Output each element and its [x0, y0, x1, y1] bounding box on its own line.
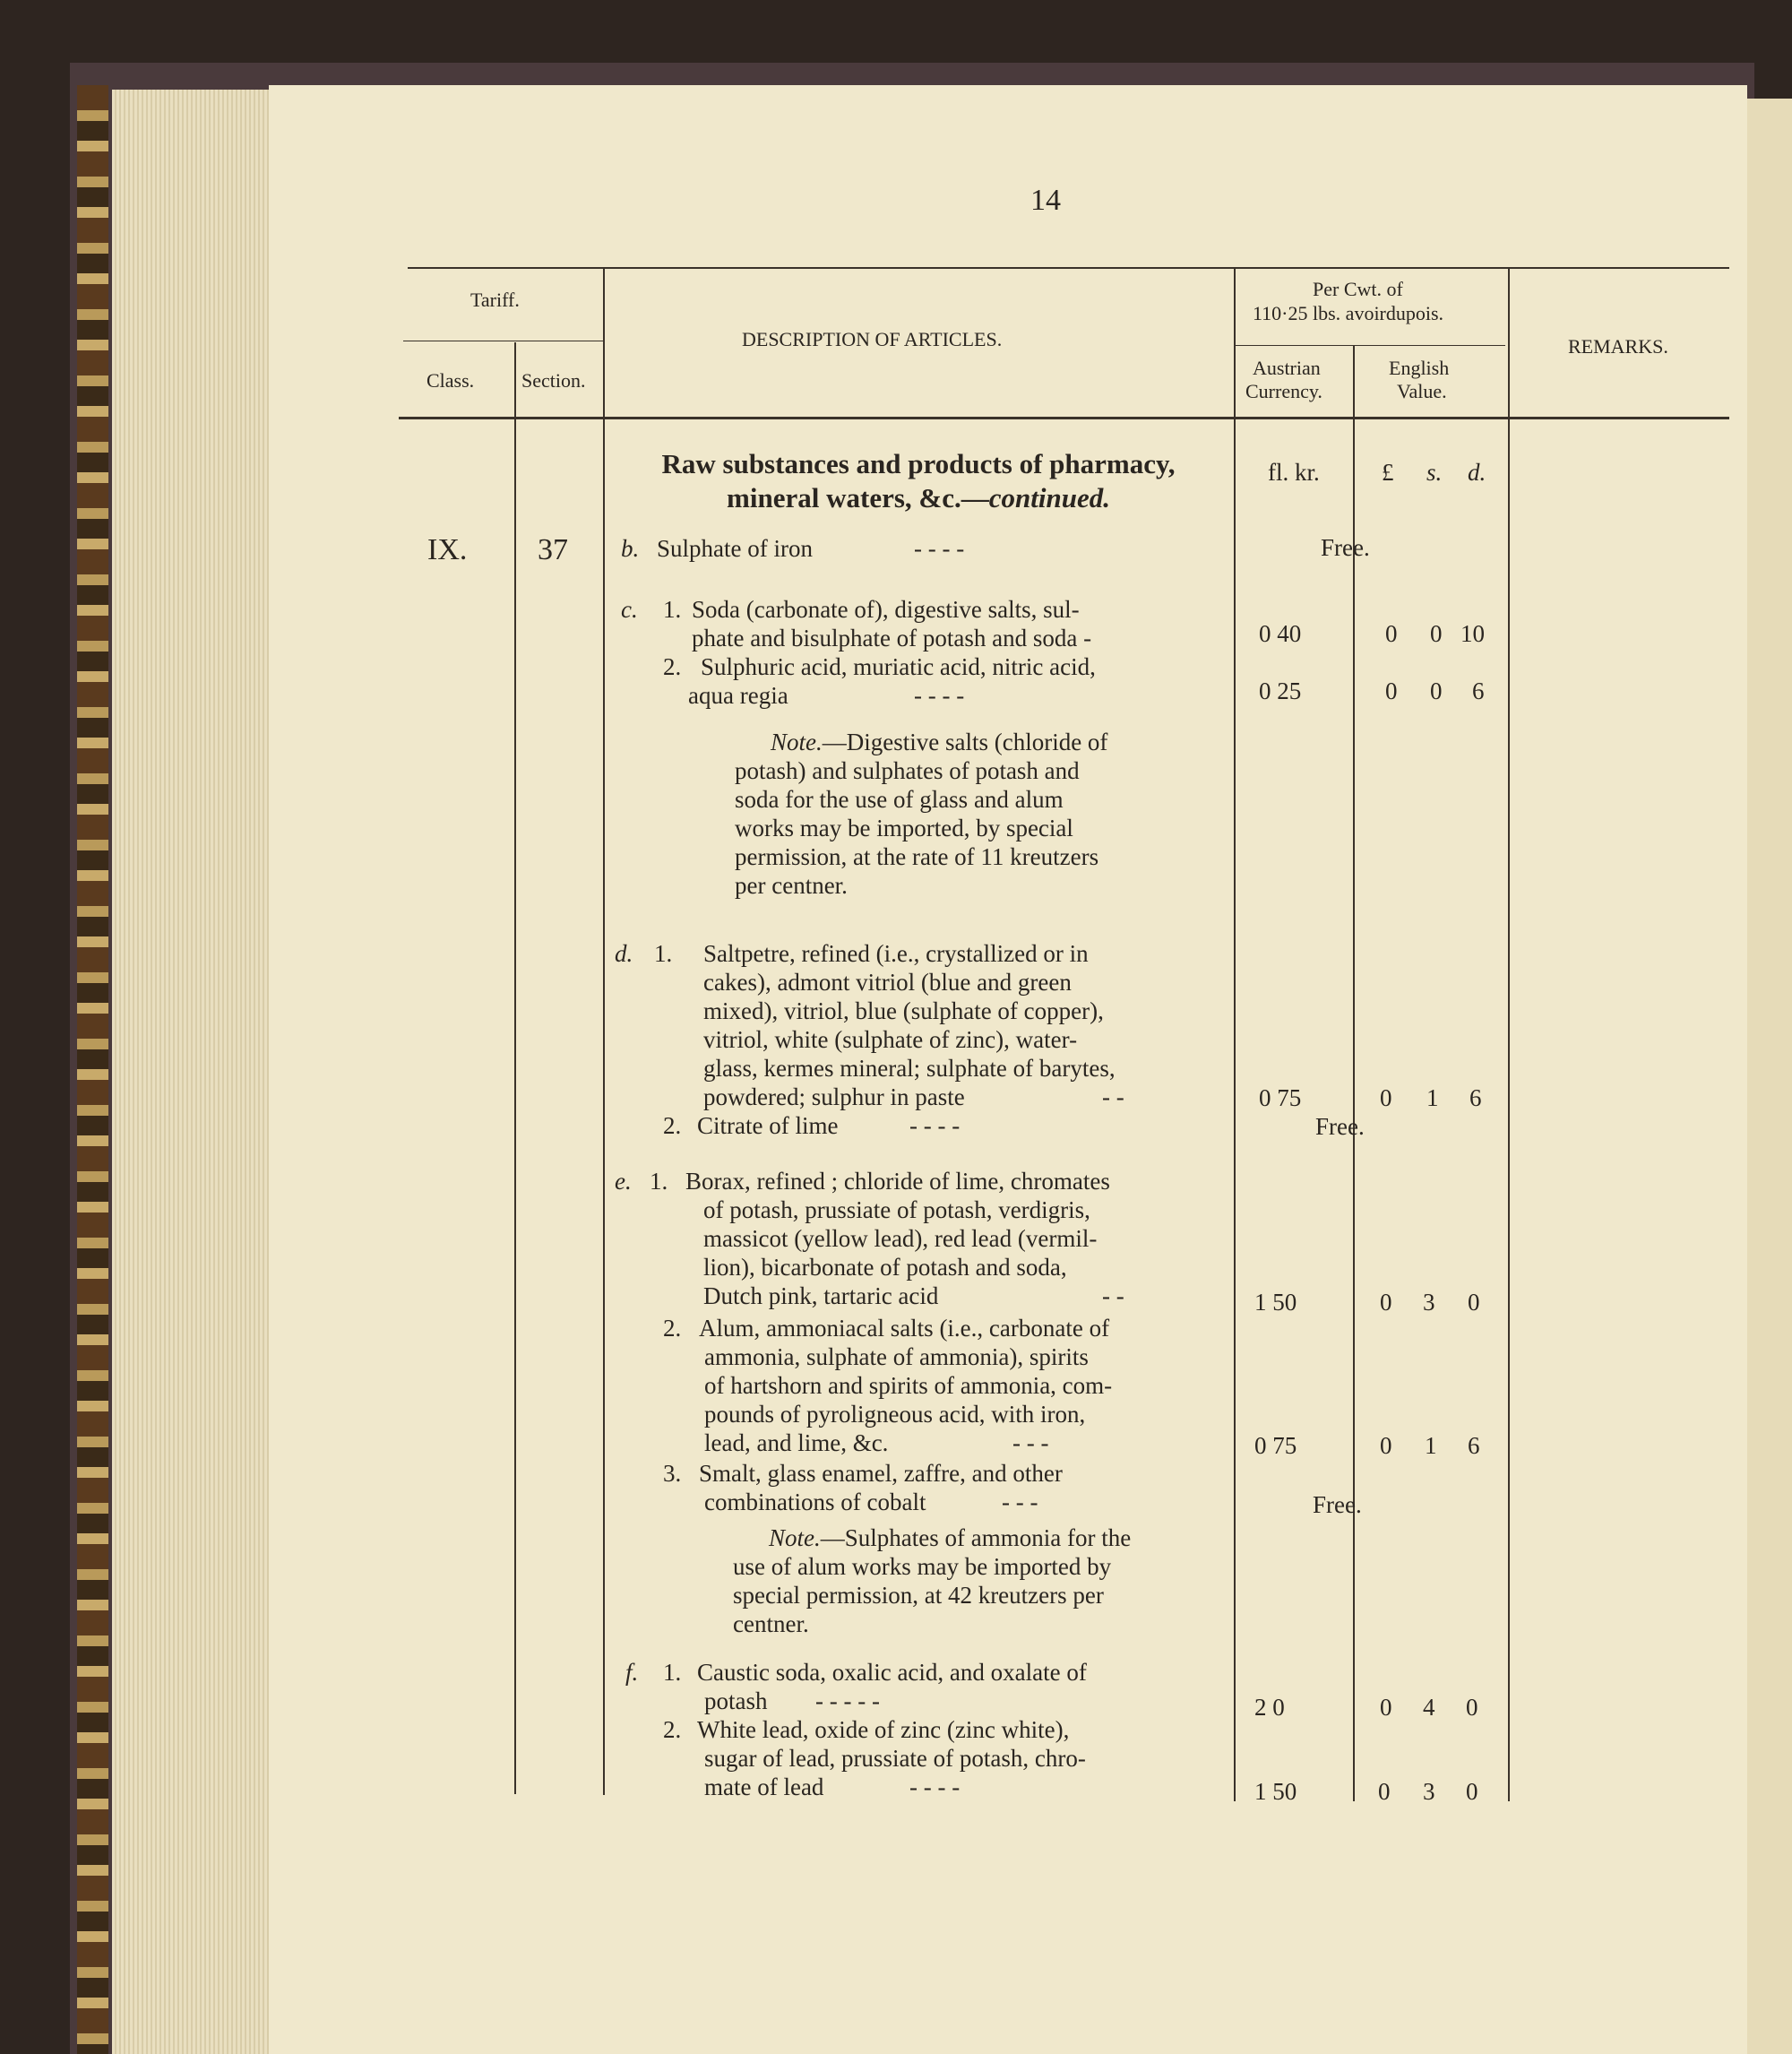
item-e1-dashes: - -: [1102, 1282, 1124, 1309]
header-english: English: [1389, 357, 1450, 379]
header-class: Class.: [426, 369, 475, 392]
item-f2-line: sugar of lead, prussiate of potash, chro-: [704, 1745, 1086, 1772]
item-e-letter: e.: [615, 1168, 632, 1195]
item-e2-line: pounds of pyroligneous acid, with iron,: [704, 1401, 1086, 1428]
item-d1-line: vitriol, white (sulphate of zinc), water-: [703, 1026, 1078, 1053]
item-e2-line: ammonia, sulphate of ammonia), spirits: [704, 1343, 1089, 1370]
header-remarks: REMARKS.: [1568, 335, 1668, 358]
item-d2-free: Free.: [1315, 1113, 1365, 1140]
note-1-line: soda for the use of glass and alum: [735, 786, 1064, 813]
item-b-text: Sulphate of iron: [657, 535, 813, 562]
item-c2-num: 2.: [663, 653, 682, 680]
header-tariff: Tariff.: [470, 289, 520, 311]
item-d1-s: 1: [1426, 1084, 1439, 1111]
item-e2-pound: 0: [1380, 1432, 1392, 1459]
item-c2-dashes: - - - -: [914, 682, 965, 709]
item-b-dashes: - - - -: [914, 535, 965, 562]
header-per-cwt-2: 110·25 lbs. avoirdupois.: [1253, 302, 1444, 324]
item-c2-pound: 0: [1385, 677, 1398, 704]
item-c-letter: c.: [621, 596, 638, 623]
heading-continued: continued.: [988, 482, 1110, 514]
item-c2-fl: 0 25: [1259, 677, 1302, 704]
item-b-letter: b.: [621, 535, 640, 562]
item-e1-s: 3: [1423, 1289, 1435, 1316]
item-e1-line: Borax, refined ; chloride of lime, chromates: [685, 1168, 1110, 1195]
item-c1-fl: 0 40: [1259, 620, 1302, 647]
page-stack: [112, 90, 282, 2054]
unit-fl-kr: fl. kr.: [1268, 459, 1320, 486]
section-heading: [618, 447, 1219, 515]
class-value: IX.: [427, 533, 468, 566]
item-e1-line: massicot (yellow lead), red lead (vermil-: [703, 1225, 1098, 1252]
item-c2-line1: Sulphuric acid, muriatic acid, nitric acid,: [701, 653, 1096, 680]
note-1-line: permission, at the rate of 11 kreutzers: [735, 843, 1099, 870]
item-c1-d: 10: [1460, 620, 1485, 647]
item-f2-s: 3: [1423, 1778, 1435, 1805]
item-c1-pound: 0: [1385, 620, 1398, 647]
header-austrian-2: Currency.: [1245, 380, 1322, 402]
section-value: 37: [538, 533, 568, 566]
class-column-rule: [514, 342, 516, 1794]
header-per-cwt: Per Cwt. of: [1313, 278, 1403, 300]
item-f2-line: White lead, oxide of zinc (zinc white),: [697, 1716, 1070, 1743]
item-e1-num: 1.: [650, 1168, 668, 1195]
item-f1-d: 0: [1466, 1694, 1478, 1721]
item-f1-dashes: - - - - -: [815, 1687, 880, 1714]
item-f1-text: [697, 1658, 1087, 1715]
header-section: Section.: [521, 369, 586, 392]
item-e2-fl: 0 75: [1254, 1432, 1297, 1459]
per-cwt-sub-rule: [1235, 345, 1505, 346]
note-2-line: centner.: [733, 1610, 809, 1637]
item-e2-dashes: - - -: [1012, 1429, 1049, 1456]
table-top-rule: [408, 267, 1729, 269]
item-d2-dashes: - - - -: [909, 1112, 961, 1139]
item-f2-num: 2.: [663, 1716, 682, 1743]
item-e1-pound: 0: [1380, 1289, 1392, 1316]
item-f1-line: potash: [704, 1687, 768, 1714]
item-f2-line: mate of lead: [704, 1774, 824, 1800]
remarks-left-rule: [1508, 267, 1510, 1801]
item-e1-line: lion), bicarbonate of potash and soda,: [703, 1254, 1067, 1281]
item-e2-num: 2.: [663, 1315, 682, 1342]
header-description: DESCRIPTION OF ARTICLES.: [742, 328, 1003, 350]
item-d2-num: 2.: [663, 1112, 682, 1139]
item-c1-line2: phate and bisulphate of potash and soda -: [692, 625, 1092, 652]
item-e2-line: lead, and lime, &c.: [704, 1429, 889, 1456]
unit-s: s.: [1426, 459, 1443, 486]
note-1-line: per centner.: [735, 872, 848, 899]
item-f2-d: 0: [1466, 1778, 1478, 1805]
item-c2-d: 6: [1472, 677, 1485, 704]
item-f1-s: 4: [1423, 1694, 1435, 1721]
item-e2-line: of hartshorn and spirits of ammonia, com-: [704, 1372, 1113, 1399]
item-c2-line2: aqua regia: [688, 682, 788, 709]
note-1-label: Note.: [771, 729, 823, 755]
item-e3-line: Smalt, glass enamel, zaffre, and other: [699, 1460, 1063, 1487]
english-left-rule: [1353, 346, 1355, 1801]
item-c1-num: 1.: [663, 596, 682, 623]
unit-pound: £: [1382, 459, 1394, 486]
note-2-line: use of alum works may be imported by: [733, 1553, 1112, 1580]
item-e1-line: Dutch pink, tartaric acid: [703, 1282, 939, 1309]
item-d1-line: glass, kermes mineral; sulphate of barytes,: [703, 1055, 1116, 1082]
item-d1-line: mixed), vitriol, blue (sulphate of copper),: [703, 997, 1104, 1024]
item-f2-fl: 1 50: [1254, 1778, 1297, 1805]
item-e3-free: Free.: [1313, 1491, 1362, 1518]
heading-line1: Raw substances and products of pharmacy,: [661, 448, 1176, 479]
item-e1-d: 0: [1468, 1289, 1480, 1316]
item-d1-line: Saltpetre, refined (i.e., crystallized or in: [703, 940, 1089, 967]
item-c2-s: 0: [1430, 677, 1443, 704]
header-austrian: Austrian: [1253, 357, 1321, 379]
facing-page-edge: [1747, 99, 1792, 2054]
item-e2-text: [699, 1314, 1112, 1457]
item-f-letter: f.: [625, 1659, 639, 1686]
item-e3-line: combinations of cobalt: [704, 1489, 926, 1515]
note-2-line: —Sulphates of ammonia for the: [820, 1524, 1132, 1551]
item-e1-fl: 1 50: [1254, 1289, 1297, 1316]
item-f1-fl: 2 0: [1254, 1694, 1285, 1721]
item-f1-num: 1.: [663, 1659, 682, 1686]
heading-line2: mineral waters, &c.—: [727, 482, 989, 514]
item-f2-pound: 0: [1378, 1778, 1391, 1805]
item-e3-num: 3.: [663, 1460, 682, 1487]
item-c1-line1: Soda (carbonate of), digestive salts, sul-: [692, 596, 1080, 623]
note-1: [735, 728, 1210, 900]
item-e2-line: Alum, ammoniacal salts (i.e., carbonate of: [699, 1315, 1110, 1342]
section-column-rule: [603, 267, 605, 1795]
item-d1-dashes: - -: [1102, 1083, 1124, 1110]
item-f2-text: [697, 1715, 1086, 1801]
item-d-letter: d.: [615, 940, 633, 967]
item-d1-line: cakes), admont vitriol (blue and green: [703, 969, 1072, 996]
note-1-line: —Digestive salts (chloride of: [822, 729, 1108, 755]
item-f1-line: Caustic soda, oxalic acid, and oxalate of: [697, 1659, 1087, 1686]
item-d1-num: 1.: [654, 940, 673, 967]
item-d1-pound: 0: [1380, 1084, 1392, 1111]
page-number: 14: [1030, 184, 1061, 217]
item-d1-line: powdered; sulphur in paste: [703, 1083, 965, 1110]
note-2-line: special permission, at 42 kreutzers per: [733, 1582, 1104, 1609]
item-f2-dashes: - - - -: [909, 1774, 961, 1800]
header-english-2: Value.: [1397, 380, 1447, 402]
item-e2-d: 6: [1468, 1432, 1480, 1459]
item-d1-fl: 0 75: [1259, 1084, 1302, 1111]
note-2-label: Note.: [769, 1524, 821, 1551]
note-2: [733, 1523, 1208, 1638]
item-e2-s: 1: [1425, 1432, 1437, 1459]
item-b-free: Free.: [1321, 534, 1370, 561]
note-1-line: potash) and sulphates of potash and: [735, 757, 1080, 784]
item-e3-dashes: - - -: [1002, 1489, 1038, 1515]
marbled-edge: [77, 85, 108, 2054]
item-e1-line: of potash, prussiate of potash, verdigris,: [703, 1196, 1090, 1223]
austrian-left-rule: [1234, 267, 1236, 1801]
item-c1-s: 0: [1430, 620, 1443, 647]
header-bottom-rule: [399, 417, 1729, 419]
item-d1-d: 6: [1469, 1084, 1482, 1111]
item-d1-text: [703, 939, 1116, 1111]
unit-d: d.: [1468, 459, 1486, 486]
item-f1-pound: 0: [1380, 1694, 1392, 1721]
note-1-line: works may be imported, by special: [735, 815, 1073, 841]
item-d2-text: Citrate of lime: [697, 1112, 839, 1139]
item-e1-text: [685, 1167, 1110, 1310]
